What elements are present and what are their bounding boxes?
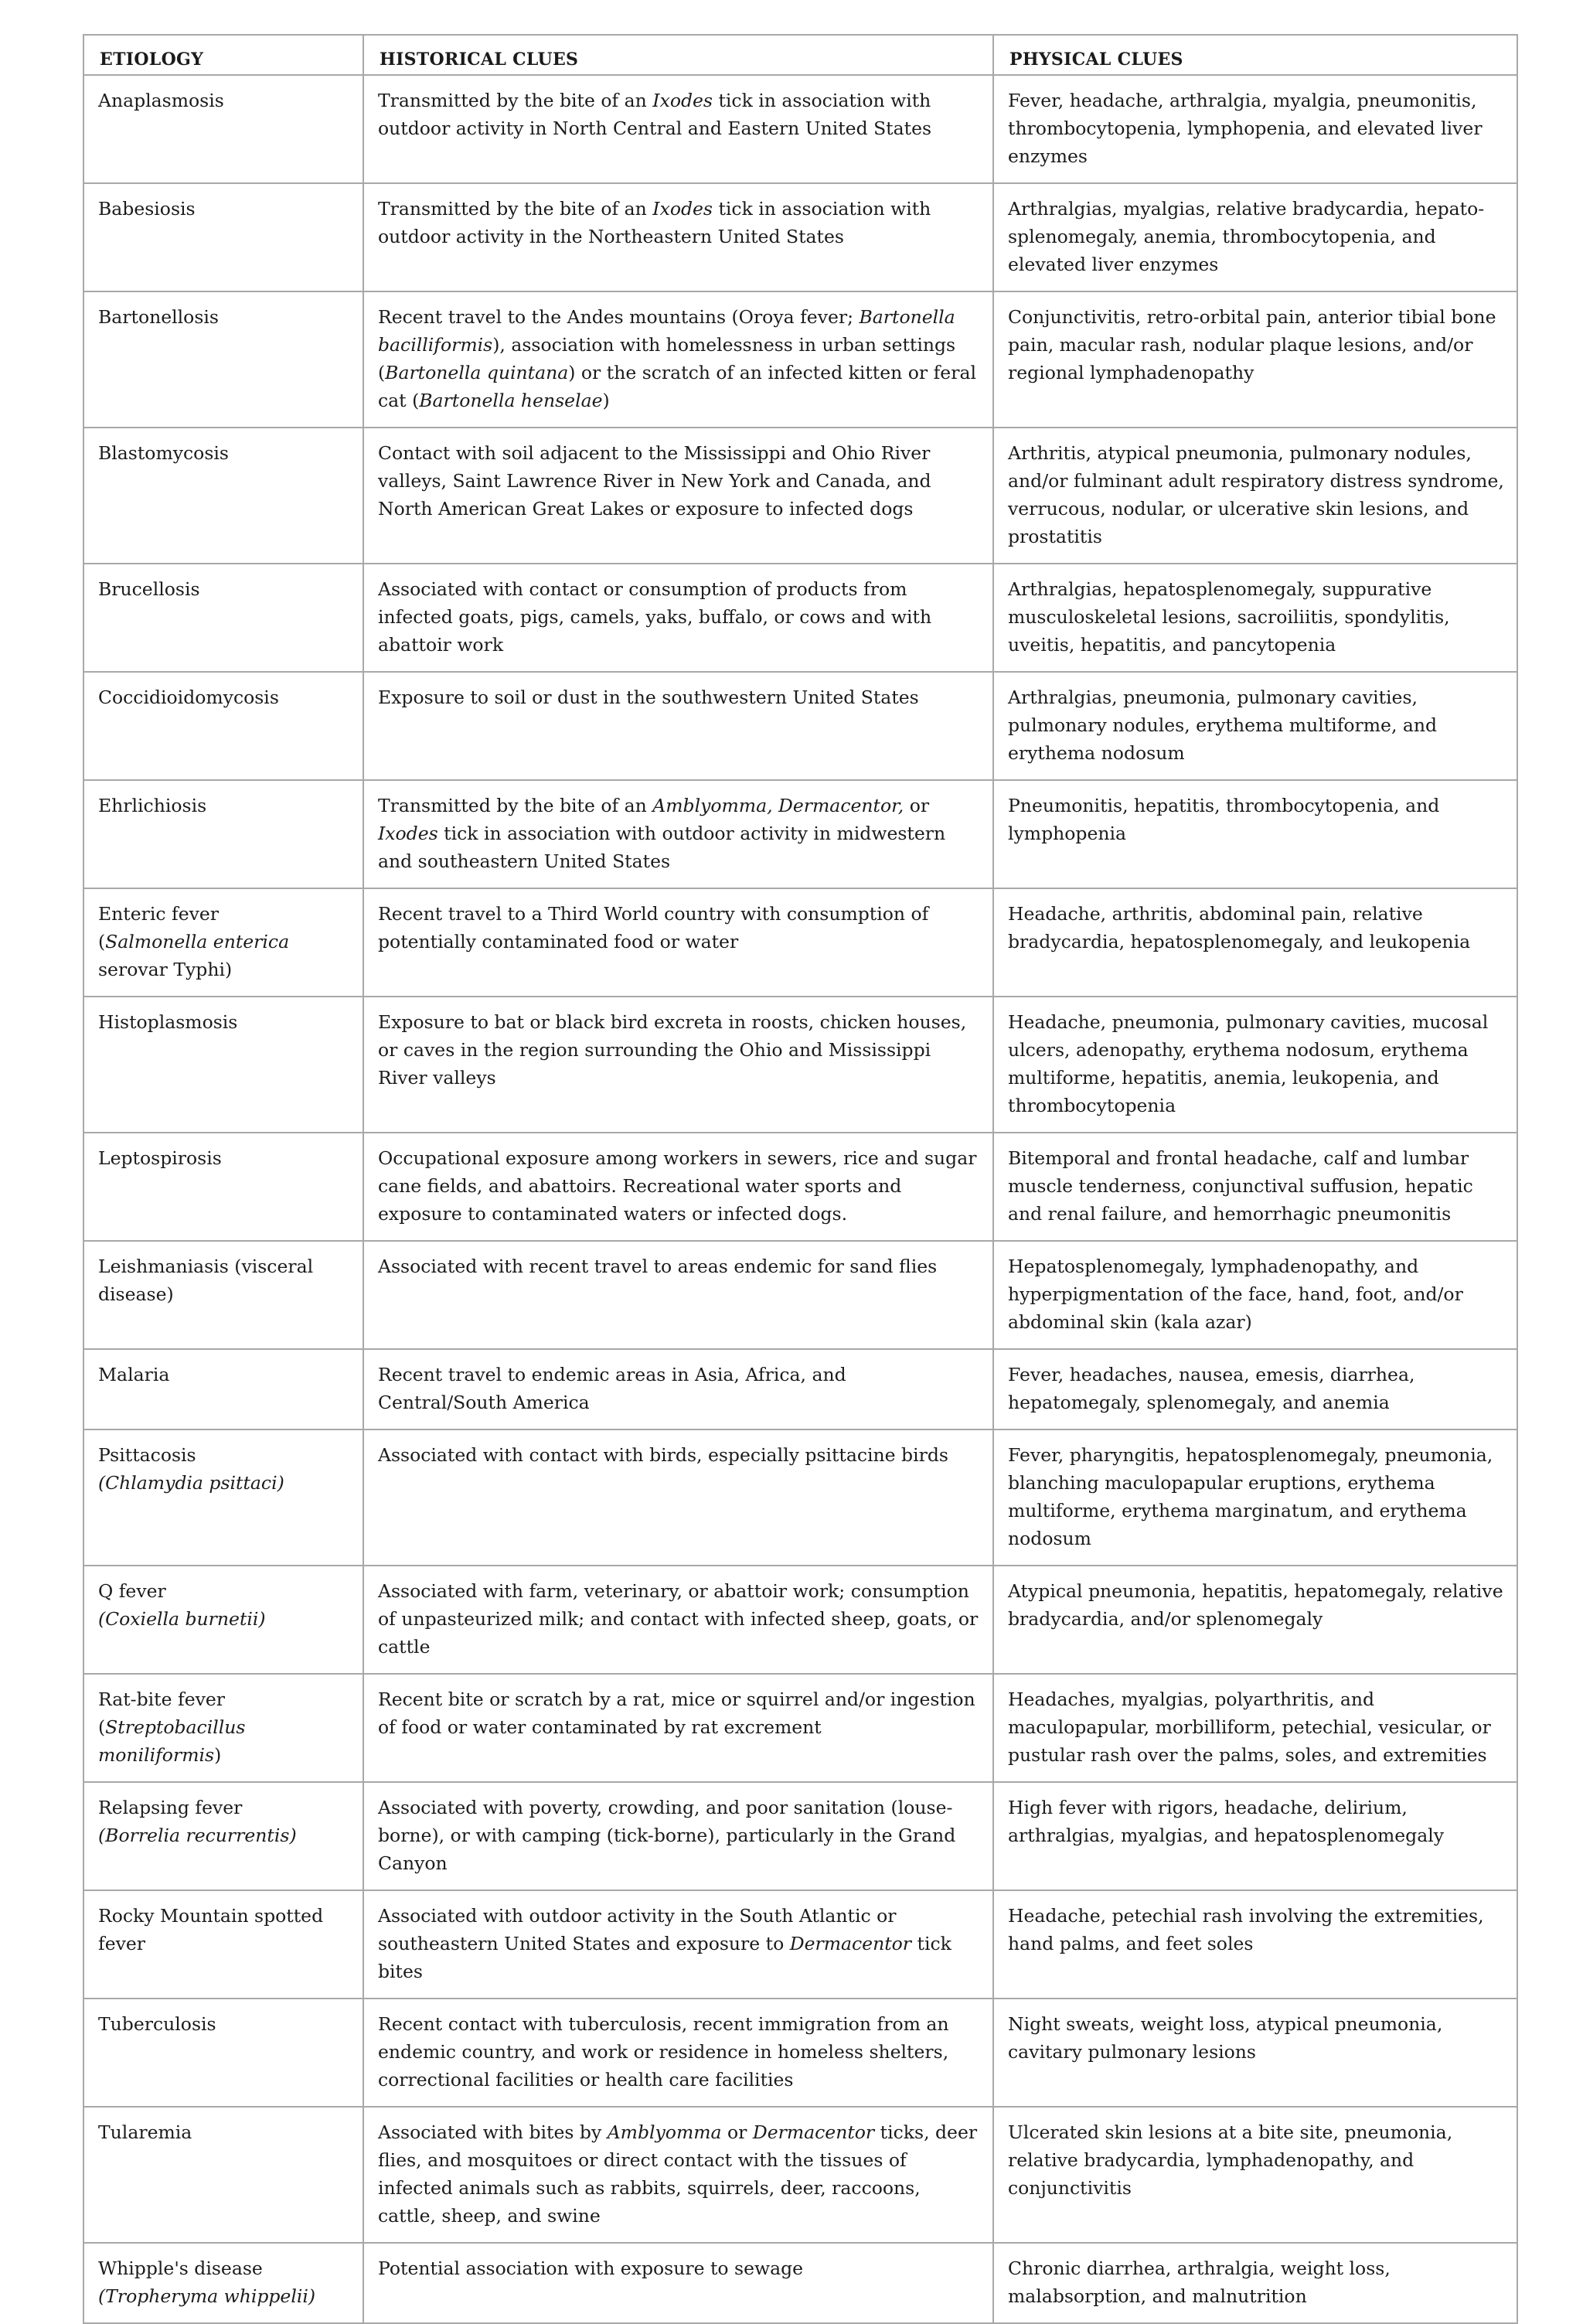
etiology-name: Babesiosis [98,198,196,220]
etiology-cell [83,75,363,183]
historical-clues-cell: Recent travel to a Third World country with consumption of potentially contaminated food or water [363,888,993,997]
etiology-name: Blastomycosis [98,442,229,464]
etiology-name: Coccidioidomycosis [98,687,279,708]
historical-clues-cell: Exposure to soil or dust in the southwestern United States [363,672,993,780]
etiology-name: Histoplasmosis [98,1011,238,1033]
etiology-name: Leptospirosis [98,1147,222,1169]
historical-clues-cell: Potential association with exposure to sewage [363,2243,993,2323]
historical-clues-cell: Associated with contact or consumption of products from infected goats, pigs, camels, yaks, buffalo, or cows and with abattoir work [363,564,993,672]
etiology-cell [83,1349,363,1429]
etiology-cell [83,997,363,1133]
historical-clues-cell: Associated with outdoor activity in the South Atlantic or southeastern United States and exposure to Dermacentor tick bites [363,1890,993,1999]
etiology-name: Tuberculosis [98,2013,216,2035]
etiology-name: Ehrlichiosis [98,795,207,816]
etiology-name: Relapsing fever [98,1797,243,1818]
etiology-cell [83,428,363,564]
physical-clues-cell: Fever, headaches, nausea, emesis, diarrhea, hepatomegaly, splenomegaly, and anemia [993,1349,1517,1429]
etiology-name: Anaplasmosis [98,90,224,111]
historical-clues-cell: Recent travel to the Andes mountains (Oroya fever; Bartonella bacilliformis), association with homelessness in urban settings (Bartonella quintana) or the scratch of an infected kitten or feral cat (Bartonella henselae) [363,291,993,428]
table-row [83,1890,1517,1999]
table-header-row [83,35,1517,75]
physical-clues-cell: Hepatosplenomegaly, lymphadenopathy, and hyperpigmentation of the face, hand, foot, and/or abdominal skin (kala azar) [993,1241,1517,1349]
etiology-name: Leishmaniasis (visceral disease) [98,1256,314,1305]
historical-clues-cell: Associated with bites by Amblyomma or Dermacentor ticks, deer flies, and mosquitoes or direct contact with the tissues of infected animals such as rabbits, squirrels, deer, raccoons, cattle, sheep, and swine [363,2107,993,2243]
etiology-cell [83,564,363,672]
physical-clues-cell: Headaches, myalgias, polyarthritis, and maculopapular, morbilliform, petechial, vesicular, or pustular rash over the palms, soles, and extremities [993,1674,1517,1782]
table-body [83,75,1517,2323]
etiology-cell [83,1429,363,1566]
etiology-name: Tularemia [98,2121,192,2143]
etiology-cell [83,780,363,888]
table-row [83,1566,1517,1674]
etiology-cell [83,1566,363,1674]
historical-clues-cell: Recent bite or scratch by a rat, mice or squirrel and/or ingestion of food or water contaminated by rat excrement [363,1674,993,1782]
table-row [83,564,1517,672]
historical-clues-cell: Associated with poverty, crowding, and poor sanitation (louse-borne), or with camping (tick-borne), particularly in the Grand Canyon [363,1782,993,1890]
historical-clues-cell: Transmitted by the bite of an Ixodes tick in association with outdoor activity in the Northeastern United States [363,183,993,291]
etiology-organism: (Borrelia recurrentis) [98,1825,297,1846]
etiology-name: Brucellosis [98,578,200,600]
etiology-cell [83,672,363,780]
table-row [83,888,1517,997]
etiology-organism: (Streptobacillus moniliformis) [98,1716,246,1766]
historical-clues-cell: Recent contact with tuberculosis, recent immigration from an endemic country, and work or residence in homeless shelters, correctional facilities or health care facilities [363,1999,993,2107]
table-row [83,1349,1517,1429]
table-row [83,1999,1517,2107]
table-row [83,997,1517,1133]
table-row [83,1241,1517,1349]
physical-clues-cell: Fever, headache, arthralgia, myalgia, pneumonitis, thrombocytopenia, lymphopenia, and elevated liver enzymes [993,75,1517,183]
table-row [83,1429,1517,1566]
table-row [83,2107,1517,2243]
physical-clues-cell: Arthralgias, pneumonia, pulmonary cavities, pulmonary nodules, erythema multiforme, and erythema nodosum [993,672,1517,780]
etiology-organism: (Tropheryma whippelii) [98,2285,316,2307]
physical-clues-cell: Conjunctivitis, retro-orbital pain, anterior tibial bone pain, macular rash, nodular plaque lesions, and/or regional lymphadenopathy [993,291,1517,428]
etiology-name: Whipple's disease [98,2258,263,2279]
header-etiology: ETIOLOGY [83,35,363,75]
physical-clues-cell: Arthritis, atypical pneumonia, pulmonary nodules, and/or fulminant adult respiratory distress syndrome, verrucous, nodular, or ulcerative skin lesions, and prostatitis [993,428,1517,564]
historical-clues-cell: Contact with soil adjacent to the Mississippi and Ohio River valleys, Saint Lawrence River in New York and Canada, and North American Great Lakes or exposure to infected dogs [363,428,993,564]
etiology-cell [83,1890,363,1999]
etiology-organism: (Salmonella enterica serovar Typhi) [98,931,290,980]
etiology-cell [83,2243,363,2323]
etiology-organism: (Chlamydia psittaci) [98,1472,284,1494]
etiology-cell [83,2107,363,2243]
historical-clues-cell: Recent travel to endemic areas in Asia, Africa, and Central/South America [363,1349,993,1429]
table-row [83,183,1517,291]
etiology-cell [83,291,363,428]
physical-clues-cell: High fever with rigors, headache, delirium, arthralgias, myalgias, and hepatosplenomegaly [993,1782,1517,1890]
physical-clues-cell: Bitemporal and frontal headache, calf and lumbar muscle tenderness, conjunctival suffusion, hepatic and renal failure, and hemorrhagic pneumonitis [993,1133,1517,1241]
historical-clues-cell: Transmitted by the bite of an Ixodes tick in association with outdoor activity in North Central and Eastern United States [363,75,993,183]
historical-clues-cell: Transmitted by the bite of an Amblyomma, Dermacentor, or Ixodes tick in association with outdoor activity in midwestern and southeastern United States [363,780,993,888]
table-row [83,428,1517,564]
physical-clues-cell: Chronic diarrhea, arthralgia, weight loss, malabsorption, and malnutrition [993,2243,1517,2323]
etiology-name: Malaria [98,1364,170,1385]
etiology-cell [83,1674,363,1782]
historical-clues-cell: Associated with contact with birds, especially psittacine birds [363,1429,993,1566]
historical-clues-cell: Associated with farm, veterinary, or abattoir work; consumption of unpasteurized milk; and contact with infected sheep, goats, or cattle [363,1566,993,1674]
physical-clues-cell: Atypical pneumonia, hepatitis, hepatomegaly, relative bradycardia, and/or splenomegaly [993,1566,1517,1674]
historical-clues-cell: Exposure to bat or black bird excreta in roosts, chicken houses, or caves in the region surrounding the Ohio and Mississippi River valleys [363,997,993,1133]
physical-clues-cell: Fever, pharyngitis, hepatosplenomegaly, pneumonia, blanching maculopapular eruptions, erythema multiforme, erythema marginatum, and erythema nodosum [993,1429,1517,1566]
etiology-cell [83,1133,363,1241]
historical-clues-cell: Associated with recent travel to areas endemic for sand flies [363,1241,993,1349]
header-physical-clues: PHYSICAL CLUES [993,35,1517,75]
physical-clues-cell: Headache, petechial rash involving the extremities, hand palms, and feet soles [993,1890,1517,1999]
etiology-name: Psittacosis [98,1444,196,1466]
etiology-name: Q fever [98,1580,166,1602]
header-historical-clues: HISTORICAL CLUES [363,35,993,75]
etiology-name: Bartonellosis [98,306,219,328]
table-row [83,780,1517,888]
etiology-name: Enteric fever [98,903,220,925]
physical-clues-cell: Ulcerated skin lesions at a bite site, pneumonia, relative bradycardia, lymphadenopathy, and conjunctivitis [993,2107,1517,2243]
table-row [83,2243,1517,2323]
table-row [83,1782,1517,1890]
physical-clues-cell: Headache, arthritis, abdominal pain, relative bradycardia, hepatosplenomegaly, and leukopenia [993,888,1517,997]
table-row [83,1674,1517,1782]
etiology-name: Rat-bite fever [98,1688,226,1710]
etiology-cell [83,888,363,997]
etiology-table [83,34,1518,2324]
etiology-name: Rocky Mountain spotted fever [98,1905,324,1954]
document-page [83,34,1517,2324]
etiology-cell [83,1241,363,1349]
physical-clues-cell: Night sweats, weight loss, atypical pneumonia, cavitary pulmonary lesions [993,1999,1517,2107]
table-row [83,291,1517,428]
table-row [83,75,1517,183]
physical-clues-cell: Pneumonitis, hepatitis, thrombocytopenia, and lymphopenia [993,780,1517,888]
etiology-organism: (Coxiella burnetii) [98,1608,266,1630]
etiology-cell [83,1999,363,2107]
physical-clues-cell: Headache, pneumonia, pulmonary cavities, mucosal ulcers, adenopathy, erythema nodosum, erythema multiforme, hepatitis, anemia, leukopenia, and thrombocytopenia [993,997,1517,1133]
etiology-cell [83,1782,363,1890]
historical-clues-cell: Occupational exposure among workers in sewers, rice and sugar cane fields, and abattoirs. Recreational water sports and exposure to contaminated waters or infected dogs. [363,1133,993,1241]
etiology-cell [83,183,363,291]
table-row [83,1133,1517,1241]
physical-clues-cell: Arthralgias, hepatosplenomegaly, suppurative musculoskeletal lesions, sacroiliitis, spondylitis, uveitis, hepatitis, and pancytopenia [993,564,1517,672]
table-row [83,672,1517,780]
physical-clues-cell: Arthralgias, myalgias, relative bradycardia, hepato-splenomegaly, anemia, thrombocytopenia, and elevated liver enzymes [993,183,1517,291]
